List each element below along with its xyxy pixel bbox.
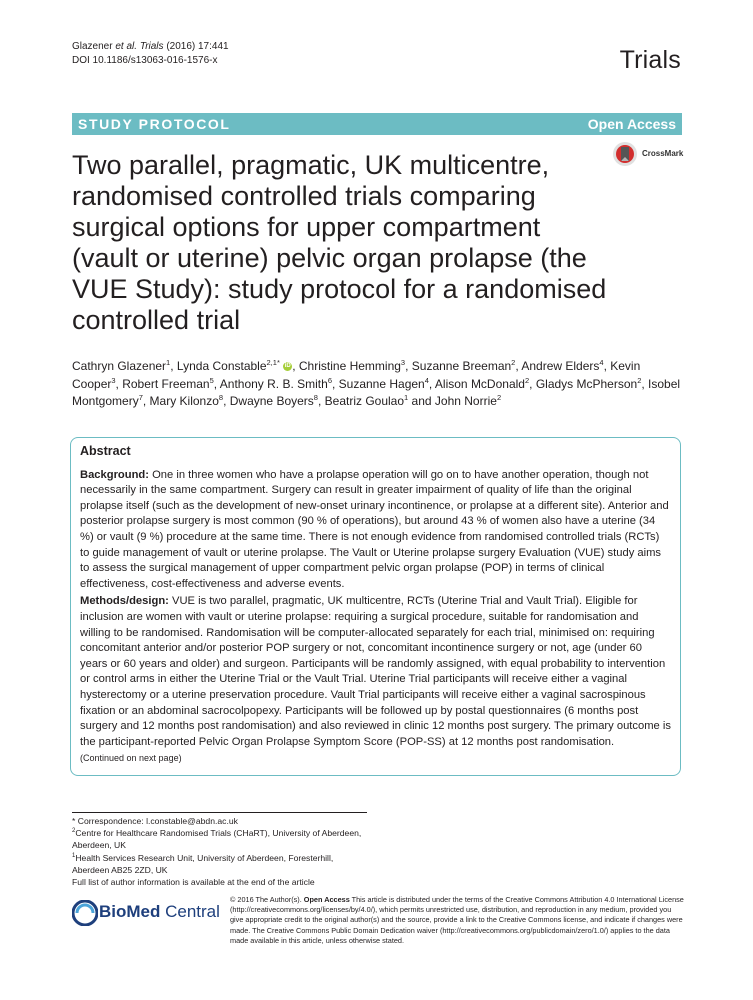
author-affiliation: 1 [404, 393, 409, 402]
correspondence-email[interactable]: l.constable@abdn.ac.uk [146, 816, 238, 826]
author-affiliation: 8 [313, 393, 318, 402]
author-separator: , [170, 359, 177, 373]
author-separator: , [529, 376, 536, 391]
author-separator: , [603, 359, 611, 373]
author-affiliation: 1 [166, 358, 171, 367]
correspondence-label: * Correspondence: [72, 816, 144, 826]
footnotes [72, 815, 372, 888]
author-separator: , [428, 376, 435, 391]
author-separator: , [331, 376, 339, 391]
crossmark-icon [612, 141, 638, 167]
author-affiliation: 2,1* [266, 358, 280, 367]
author[interactable]: Christine Hemming [298, 359, 401, 373]
license-text: This article is distributed under the terms of the Creative Commons Attribution 4.0 International License (http://creativecommons.org/licenses/by/4.0/), which permits unrestricted use, distribution, and reproduction in any medium, provided you give appropriate credit to the original author(s) and the source, provide a link to the Creative Commons license, and indicate if changes were made. The Creative Commons Public Domain Dedication waiver (http://creativecommons.org/publicdomain/zero/1.0/) applies to the data made available in this article, unless otherwise stated. [230, 895, 684, 945]
author-separator: , [223, 394, 230, 408]
biomed-wordmark-bold: BioMed [99, 902, 161, 921]
affiliation-1-text: Health Services Research Unit, University of Aberdeen, Foresterhill, Aberdeen AB25 2ZD, UK [72, 852, 334, 875]
author-separator: , [317, 394, 325, 408]
full-author-info-note: Full list of author information is available at the end of the article [72, 877, 315, 888]
author-separator: , [142, 394, 150, 408]
author[interactable]: Robert Freeman [122, 376, 210, 391]
author-affiliation: 5 [209, 375, 214, 385]
author[interactable]: Kevin Cooper [72, 359, 641, 391]
citation-journal: Trials [139, 41, 164, 52]
affiliation-2-text: Centre for Healthcare Randomised Trials (CHaRT), University of Aberdeen, Aberdeen, UK [72, 828, 362, 851]
author-separator: , [641, 376, 649, 391]
affiliation-2 [72, 827, 372, 851]
author-separator: , [405, 359, 412, 373]
continued-note: (Continued on next page) [80, 753, 182, 764]
author-separator: , [213, 376, 220, 391]
biomed-central-wordmark [99, 902, 220, 922]
author-affiliation: 2 [511, 358, 516, 367]
author-affiliation: 3 [400, 358, 406, 367]
abstract-box [70, 437, 681, 776]
author-separator: , [115, 376, 123, 391]
abstract-methods [80, 594, 671, 750]
correspondence [72, 815, 372, 827]
doi[interactable]: DOI 10.1186/s13063-016-1576-x [72, 55, 218, 66]
citation-etal: et al. [115, 41, 138, 52]
footnote-divider [72, 812, 367, 813]
citation-author: Glazener [72, 41, 113, 52]
author[interactable]: Beatriz Goulao [324, 394, 405, 408]
author-affiliation: 4 [424, 375, 429, 385]
author[interactable]: Isobel Montgomery [72, 376, 681, 408]
open-access-bold: Open Access [303, 895, 350, 904]
author-affiliation: 2 [496, 393, 502, 402]
methods-label: Methods/design: [80, 595, 169, 608]
affiliation-1-number: 1 [72, 852, 76, 859]
article-type: STUDY PROTOCOL [78, 116, 231, 132]
biomed-wordmark-rest: Central [160, 902, 220, 921]
author[interactable]: Suzanne Hagen [338, 376, 425, 391]
author[interactable]: Lynda Constable [176, 359, 267, 373]
author-affiliation: 4 [599, 358, 604, 367]
author-separator: , [515, 359, 522, 373]
author-affiliation: 7 [138, 393, 143, 402]
author[interactable]: Andrew Elders [521, 359, 600, 373]
author-affiliation: 2 [524, 375, 530, 385]
orcid-icon[interactable]: iD [284, 363, 291, 370]
author[interactable]: Anthony R. B. Smith [219, 376, 328, 391]
author[interactable]: John Norrie [434, 394, 497, 408]
author-affiliation: 6 [327, 375, 332, 385]
author-affiliation: 8 [218, 393, 224, 402]
author-affiliation: 3 [111, 375, 116, 385]
affiliation-1 [72, 852, 372, 876]
citation-volume: (2016) 17:441 [166, 41, 229, 52]
author-affiliation: 2 [637, 375, 642, 385]
author[interactable]: Suzanne Breeman [411, 359, 512, 373]
biomed-central-logo[interactable] [72, 898, 222, 928]
crossmark-button[interactable] [612, 141, 692, 169]
background-label: Background: [80, 468, 149, 481]
copyright: © 2016 The Author(s). [230, 895, 302, 904]
methods-text: VUE is two parallel, pragmatic, UK multicentre, RCTs (Uterine Trial and Vault Trial). Eligible for inclusion are women with vault or uterine prolapse: requiring a surgical procedure, suitable for randomisation and willing to be randomised. Randomisation will be computer-allocated separately for each trial, minimised on: requiring concomitant anterior and/or posterior POP surgery or not, concomitant incontinence surgery or not, age (under 60 years or 60 years and older) and surgeon. Participants will be randomly assigned, with equal probability to intervention or control arms in either the Uterine Trial or the Vault Trial. Uterine Trial participants will receive either a vaginal hysterectomy or a uterine preservation procedure. Vault Trial participants will receive either a vaginal sacrospinous fixation or an abdominal sacrocolpopexy. Participants will be followed up by postal questionnaires (6 months post surgery and 12 months post randomisation) and also reviewed in clinic 12 months post surgery. The primary outcome is the participant-reported Pelvic Organ Prolapse Symptom Score (POP-SS) at 12 months post randomisation. [80, 595, 671, 748]
affiliation-2-number: 2 [72, 828, 76, 835]
biomed-central-icon [72, 900, 98, 926]
abstract-heading: Abstract [80, 444, 131, 458]
article-title: Two parallel, pragmatic, UK multicentre, randomised controlled trials comparing surgical options for upper compartment (vault or uterine) pelvic organ prolapse (the VUE Study): study protocol for a randomised controlled trial [72, 150, 607, 335]
journal-name: Trials [619, 46, 681, 74]
citation-line [72, 40, 229, 68]
license-statement [230, 895, 685, 946]
author-list [72, 358, 687, 411]
author-separator: and [408, 394, 435, 408]
open-access-label: Open Access [587, 116, 676, 132]
article-type-banner [72, 113, 682, 135]
author[interactable]: Mary Kilonzo [149, 394, 219, 408]
author[interactable]: Gladys McPherson [535, 376, 638, 391]
author[interactable]: Alison McDonald [434, 376, 525, 391]
crossmark-label: CrossMark [642, 149, 684, 158]
author[interactable]: Cathryn Glazener [72, 359, 167, 373]
abstract-background [80, 468, 671, 593]
background-text: One in three women who have a prolapse operation will go on to have another operation, though not necessarily in the same compartment. Surgery can result in greater impairment of quality of life than the original prolapse itself (such as the development of new-onset urinary incontinence, or prolapse at a different site). Anterior and posterior prolapse surgery is most common (90 % of operations), but around 43 % of women also have a uterine (34 %) or vault (9 %) procedure at the same time. There is not enough evidence from randomised controlled trials (RCTs) to guide management of vault or uterine prolapse. The Vault or Uterine prolapse surgery Evaluation (VUE) study aims to assess the surgical management of upper compartment pelvic organ prolapse (POP) in terms of clinical effectiveness, cost-effectiveness and adverse events. [80, 468, 669, 590]
author-separator: , [292, 359, 299, 373]
author[interactable]: Dwayne Boyers [229, 394, 314, 408]
